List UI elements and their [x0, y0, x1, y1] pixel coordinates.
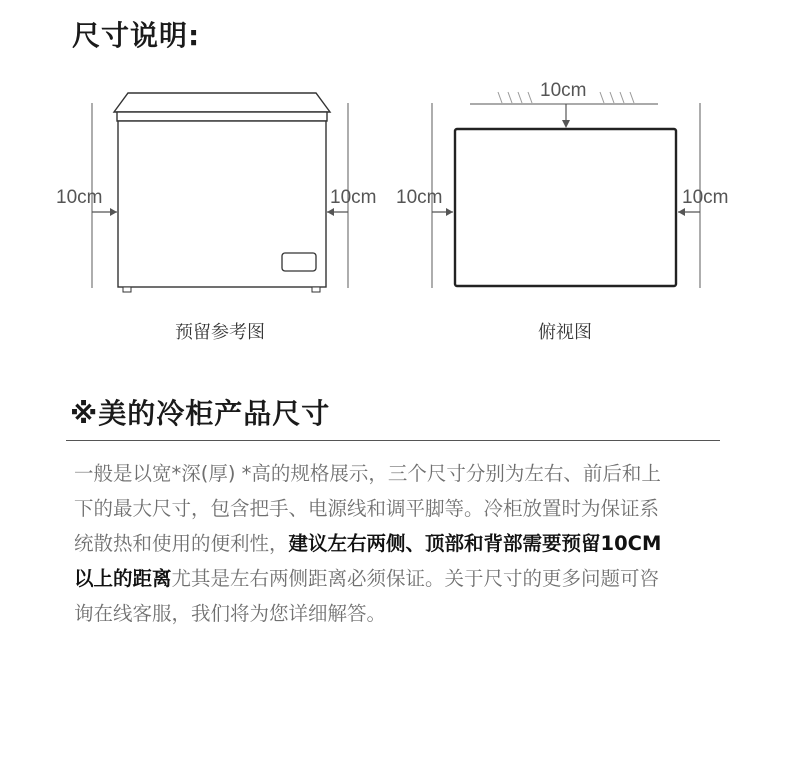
description-line-1: 一般是以宽*深(厚) *高的规格展示，三个尺寸分别为左右、前后和上	[74, 462, 661, 485]
description-line-3-text: 统散热和使用的便利性，	[74, 532, 289, 555]
clearance-diagram	[0, 0, 790, 360]
size-description	[74, 456, 724, 631]
freezer-top	[455, 129, 676, 286]
description-line-5: 询在线客服，我们将为您详细解答。	[74, 602, 387, 625]
clearance-recommendation-end: 以上的距离	[74, 567, 172, 590]
front-left-gap-label: 10cm	[56, 187, 103, 208]
description-line-3	[74, 526, 724, 561]
front-right-gap-label: 10cm	[330, 187, 377, 208]
section-divider	[66, 440, 720, 441]
back-gap-arrow	[562, 120, 570, 128]
freezer-lid	[114, 93, 330, 112]
right-gap-arrow	[327, 208, 334, 216]
control-panel	[282, 253, 316, 271]
top-left-gap-label: 10cm	[396, 187, 443, 208]
top-right-gap-label: 10cm	[682, 187, 729, 208]
description-line-2: 下的最大尺寸，包含把手、电源线和调平脚等。冷柜放置时为保证系	[74, 497, 660, 520]
freezer-top-view	[396, 80, 728, 288]
top-right-gap-arrow	[678, 208, 685, 216]
top-view-caption: 俯视图	[538, 322, 592, 343]
front-view-caption: 预留参考图	[175, 322, 265, 343]
clearance-recommendation: 建议左右两侧、顶部和背部需要预留10CM	[288, 532, 662, 555]
page-title: 尺寸说明:	[72, 19, 201, 52]
description-line-4-text: 尤其是左右两侧距离必须保证。关于尺寸的更多问题可咨	[171, 567, 660, 590]
top-back-gap-label: 10cm	[540, 80, 587, 101]
product-size-heading: ※美的冷柜产品尺寸	[70, 397, 331, 430]
left-gap-arrow	[110, 208, 117, 216]
description-line-4	[74, 561, 724, 596]
freezer-front-view	[56, 93, 376, 292]
top-left-gap-arrow	[446, 208, 453, 216]
